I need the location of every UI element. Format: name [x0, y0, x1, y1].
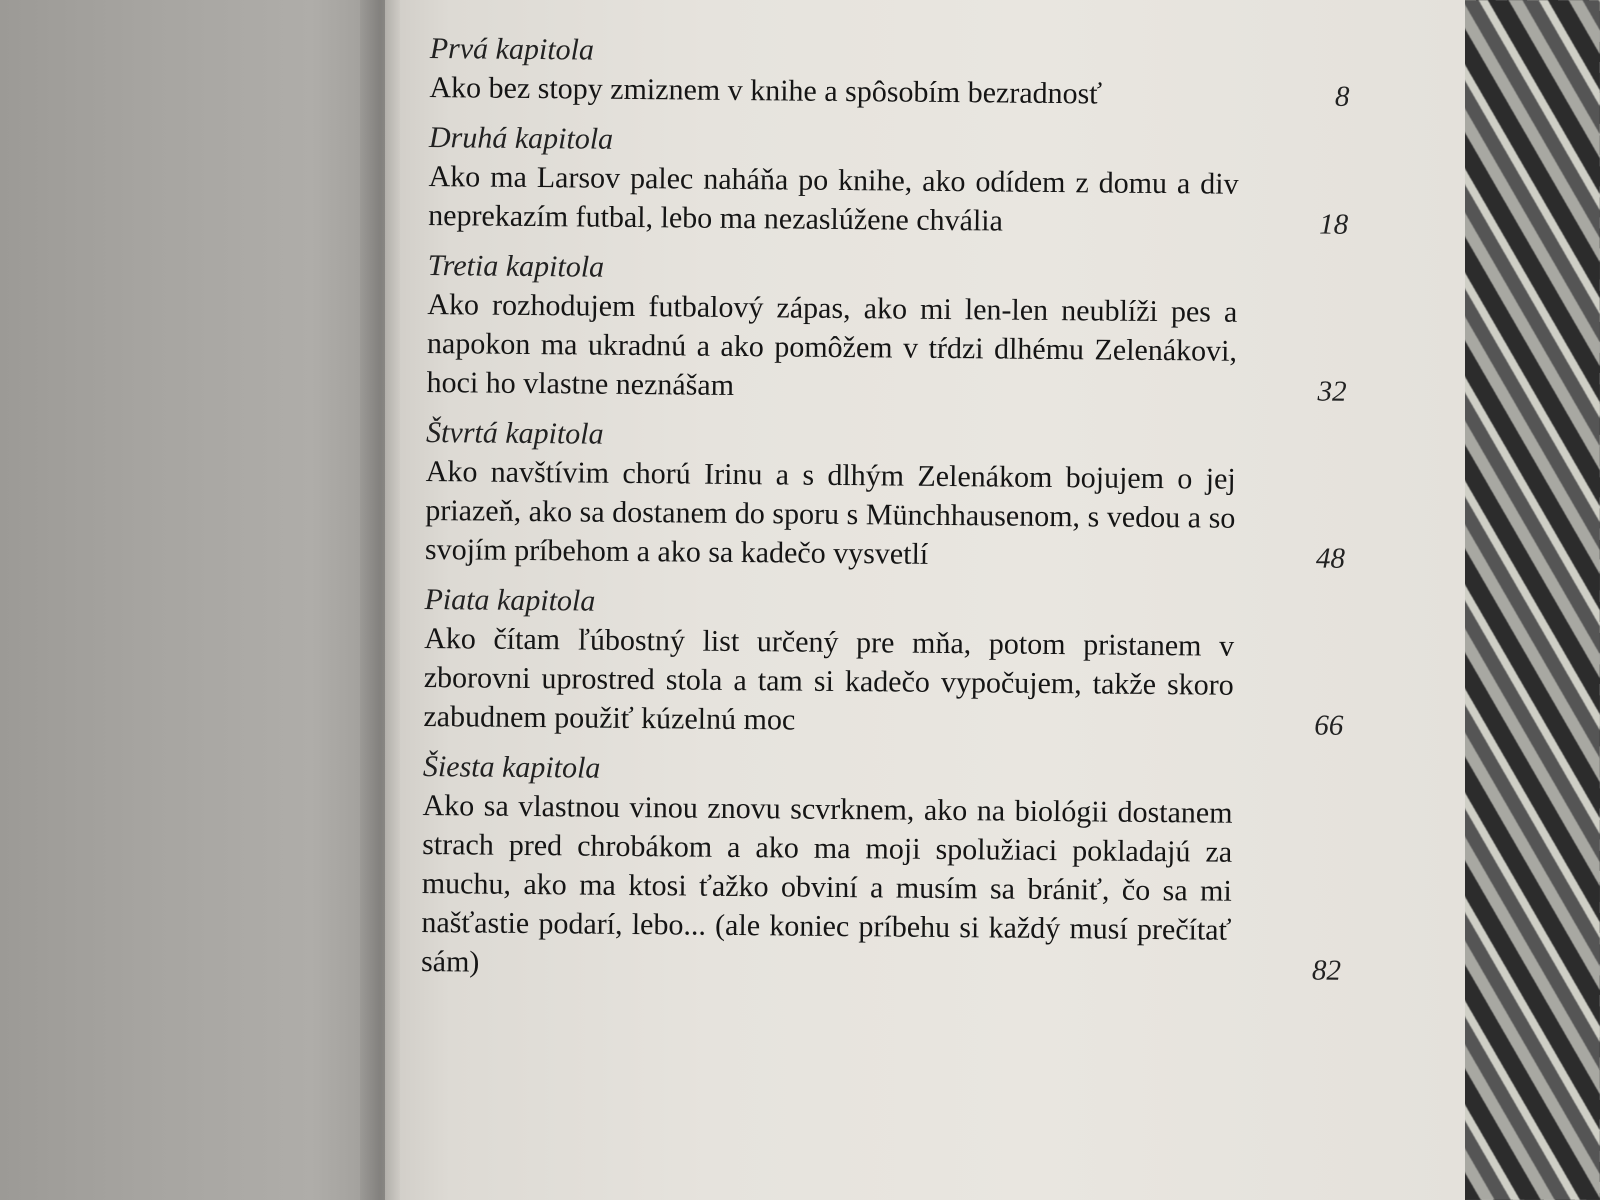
chapter-description: Ako rozhodujem futbalový zápas, ako mi len-len neublíži pes a napokon ma ukradnú a ako pomôžem v tŕdzi dlhému Zelenákovi, hoci ho vlastne neznášam [426, 287, 1238, 402]
carpet-background [1460, 0, 1600, 1200]
page-number: 66 [1314, 709, 1344, 742]
table-of-contents [421, 30, 1390, 1002]
chapter-title: Tretia kapitola [427, 248, 605, 284]
chapter-description: Ako navštívim chorú Irinu a s dlhým Zelenákom bojujem o jej priazeň, ako sa dostanem do sporu s Münchhausenom, s vedou a so svojím príbehom a ako sa kadečo vysvetlí [424, 454, 1236, 571]
toc-entry-2 [428, 119, 1389, 244]
page-number: 32 [1317, 375, 1347, 408]
toc-entry-5 [423, 581, 1384, 745]
page-number: 82 [1311, 954, 1342, 987]
chapter-title: Druhá kapitola [428, 120, 614, 156]
chapter-description: Ako čítam ľúbostný list určený pre mňa, potom pristanem v zborovni uprostred stola a tam si kadečo vypočujem, takže skoro zabudnem použiť kúzelnú moc [423, 621, 1235, 737]
chapter-title: Prvá kapitola [429, 31, 595, 67]
page-number: 48 [1315, 542, 1346, 575]
chapter-title: Štvrtá kapitola [425, 415, 604, 451]
book-spine [360, 0, 400, 1200]
page-number: 8 [1334, 80, 1350, 113]
chapter-description: Ako sa vlastnou vinou znovu scvrknem, ako na biológii dostanem strach pred chrobákom a ako ma moji spolužiaci pokladajú za muchu, ako ma ktosi ťažko obviní a musím sa brániť, čo sa mi našťastie podarí, lebo... (ale koniec príbehu si každý musí prečítať sám) [420, 788, 1233, 979]
left-book-page [0, 0, 390, 1200]
page-number: 18 [1319, 208, 1349, 241]
chapter-description: Ako ma Larsov palec naháňa po knihe, ako odídem z domu a div neprekazím futbal, lebo ma nezaslúžene chvália [428, 159, 1239, 238]
chapter-title: Šiesta kapitola [422, 749, 601, 785]
toc-entry-3 [426, 247, 1387, 411]
chapter-description: Ako bez stopy zmiznem v knihe a spôsobím bezradnosť [429, 70, 1103, 111]
toc-entry-4 [425, 414, 1386, 578]
chapter-title: Piata kapitola [424, 582, 596, 618]
toc-entry-1 [429, 30, 1390, 116]
toc-entry-6 [421, 748, 1383, 990]
